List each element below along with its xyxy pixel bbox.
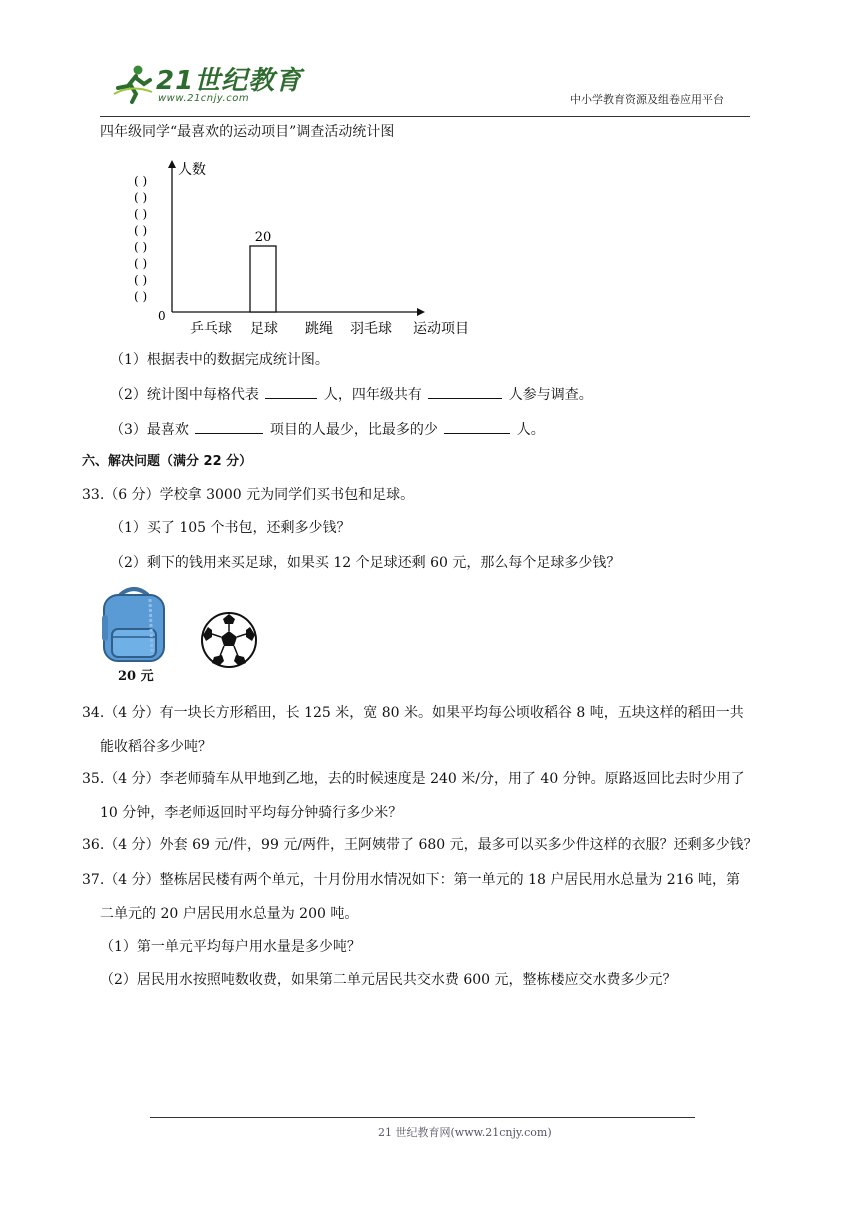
y-tick-label: ( ) [134,174,148,188]
q2-blank-2[interactable] [428,384,502,399]
y-tick-label: ( ) [134,207,148,221]
q3-text-a: （3）最喜欢 [110,422,189,438]
backpack-icon [98,585,170,663]
question-37-1: （1）第一单元平均每户用水量是多少吨？ [100,939,361,955]
q2-text-c: 人参与调查。 [508,387,593,403]
runner-logo-icon [112,64,154,104]
question-37-line-1: 37.（4 分）整栋居民楼有两个单元，十月份用水情况如下：第一单元的 18 户居民用水总量为 216 吨，第 [82,872,740,888]
y-axis-arrow [168,160,176,168]
question-35-line-1: 35.（4 分）李老师骑车从甲地到乙地，去的时候速度是 240 米/分，用了 40 分钟。原路返回比去时少用了 [82,771,745,787]
y-tick-label: ( ) [134,240,148,254]
q2-text-a: （2）统计图中每格代表 [110,387,259,403]
x-tick-label: 羽毛球 [350,321,392,337]
bar [250,246,276,312]
question-35-line-2: 10 分钟，李老师返回时平均每分钟骑行多少米？ [100,805,403,821]
question-37-2: （2）居民用水按照吨数收费，如果第二单元居民共交水费 600 元，整栋楼应交水费多少元？ [100,972,677,988]
y-tick-label: ( ) [134,289,148,304]
chart-question-2 [110,384,593,405]
question-33-1: （1）买了 105 个书包，还剩多少钱？ [110,520,351,536]
question-33: 33.（6 分）学校拿 3000 元为同学们买书包和足球。 [82,487,415,503]
logo-url: www.21cnjy.com [158,93,250,104]
q3-text-b: 项目的人最少，比最多的少 [269,422,438,438]
logo-text: 21世纪教育 [156,66,303,96]
q3-blank-1[interactable] [195,419,263,434]
chart-question-1: （1）根据表中的数据完成统计图。 [110,352,329,368]
y-tick-label: ( ) [134,273,148,287]
x-tick-label: 乒乓球 [190,321,232,337]
question-36: 36.（4 分）外套 69 元/件，99 元/两件，王阿姨带了 680 元，最多可以买多少件这样的衣服？还剩多少钱？ [82,837,758,853]
header-divider [100,116,750,117]
y-tick-label: ( ) [134,190,148,205]
footer-text: 21 世纪教育网(www.21cnjy.com) [378,1126,552,1139]
question-33-2: （2）剩下的钱用来买足球，如果买 12 个足球还剩 60 元，那么每个足球多少钱？ [110,555,621,571]
bar-chart [120,150,500,340]
section-heading: 六、解决问题（满分 22 分） [82,454,253,469]
question-34-line-1: 34.（4 分）有一块长方形稻田，长 125 米，宽 80 米。如果平均每公顷收稻谷 8 吨，五块这样的稻田一共 [82,705,744,721]
x-tick-label: 跳绳 [305,321,333,337]
chart-title: 四年级同学“最喜欢的运动项目”调查活动统计图 [100,124,395,140]
footer-divider [150,1117,695,1118]
chart-question-3 [110,419,545,440]
y-tick-label: ( ) [134,223,148,238]
q2-blank-1[interactable] [265,384,317,399]
question-34-line-2: 能收稻谷多少吨？ [100,739,212,755]
q3-text-c: 人。 [516,422,545,438]
backpack-price: 20 元 [118,669,154,684]
origin-label: 0 [158,309,166,323]
x-axis-label: 运动项目 [413,321,469,337]
soccer-ball-icon [200,611,258,669]
x-axis-arrow [417,308,425,316]
platform-title: 中小学教育资源及组卷应用平台 [570,93,724,106]
bar-data-label: 20 [254,230,272,245]
y-axis-label: 人数 [178,162,206,178]
q2-text-b: 人，四年级共有 [323,387,422,403]
question-37-line-2: 二单元的 20 户居民用水总量为 200 吨。 [100,906,359,922]
x-tick-label: 足球 [250,321,278,337]
y-tick-label: ( ) [134,256,148,271]
q3-blank-2[interactable] [444,419,510,434]
